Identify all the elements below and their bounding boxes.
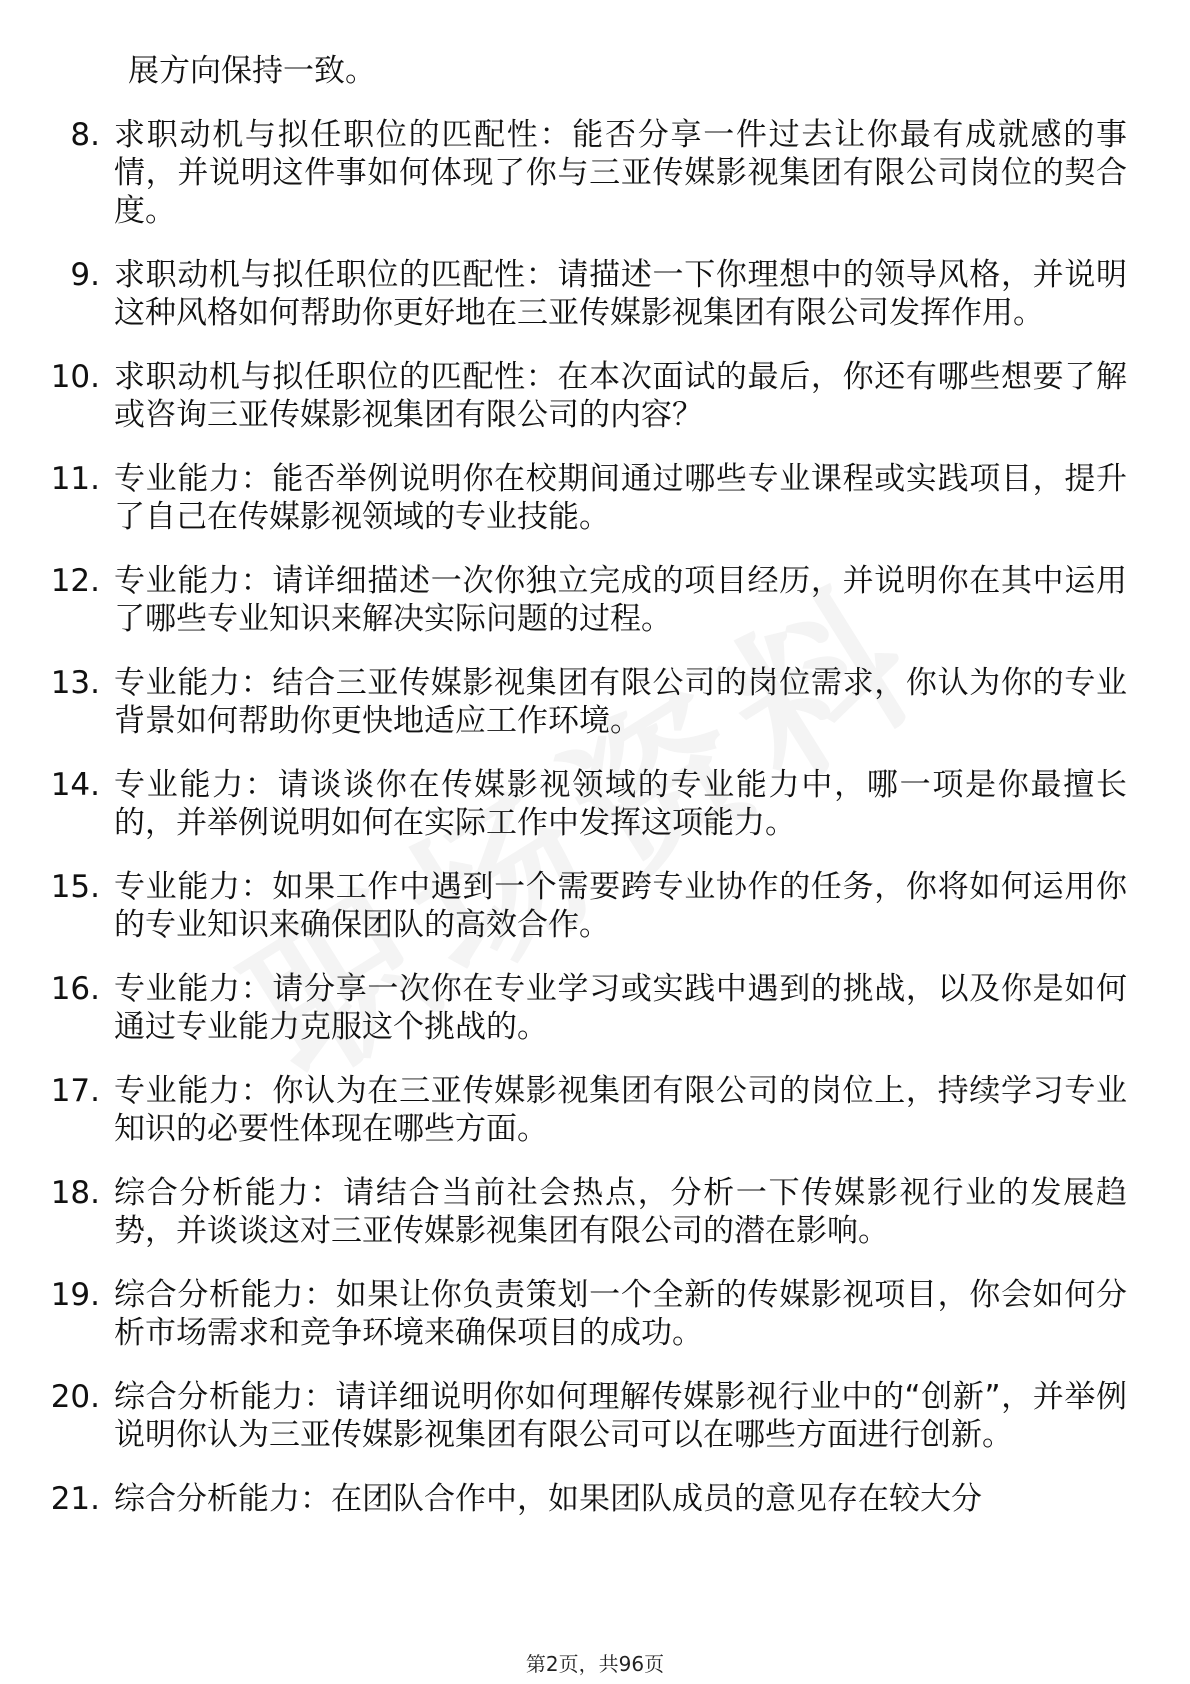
question-number: 21. [50,1481,100,1517]
question-number: 8. [70,117,100,153]
question-number: 12. [50,563,100,599]
question-text: 专业能力：能否举例说明你在校期间通过哪些专业课程或实践项目，提升了自己在传媒影视领域的专业技能。 [114,461,1127,535]
question-number: 9. [70,257,100,293]
question-text: 专业能力：如果工作中遇到一个需要跨专业协作的任务，你将如何运用你的专业知识来确保团队的高效合作。 [114,869,1127,943]
question-text: 综合分析能力：如果让你负责策划一个全新的传媒影视项目，你会如何分析市场需求和竞争环境来确保项目的成功。 [114,1277,1127,1351]
list-item [50,766,1127,842]
question-text: 专业能力：请详细描述一次你独立完成的项目经历，并说明你在其中运用了哪些专业知识来解决实际问题的过程。 [114,563,1127,637]
question-text: 专业能力：请谈谈你在传媒影视领域的专业能力中，哪一项是你最擅长的，并举例说明如何在实际工作中发挥这项能力。 [114,767,1127,841]
question-text: 专业能力：结合三亚传媒影视集团有限公司的岗位需求，你认为你的专业背景如何帮助你更快地适应工作环境。 [114,665,1127,739]
question-number: 14. [50,767,100,803]
page-footer: 第2页，共96页 [525,1652,665,1676]
question-number: 18. [50,1175,100,1211]
question-text: 综合分析能力：在团队合作中，如果团队成员的意见存在较大分 [114,1481,982,1517]
question-number: 15. [50,869,100,905]
page-content [50,52,1127,1544]
question-text: 专业能力：请分享一次你在专业学习或实践中遇到的挑战，以及你是如何通过专业能力克服这个挑战的。 [114,971,1127,1045]
list-item [50,1378,1127,1454]
continued-text: 展方向保持一致。 [128,53,376,89]
question-number: 16. [50,971,100,1007]
list-item [57,116,1127,230]
question-number: 10. [50,359,100,395]
question-text: 求职动机与拟任职位的匹配性：请描述一下你理想中的领导风格，并说明这种风格如何帮助你更好地在三亚传媒影视集团有限公司发挥作用。 [114,257,1127,331]
list-item [57,256,1127,332]
list-item [50,562,1127,638]
question-text: 求职动机与拟任职位的匹配性：在本次面试的最后，你还有哪些想要了解或咨询三亚传媒影视集团有限公司的内容？ [114,359,1127,433]
list-item [50,970,1127,1046]
list-item [50,664,1127,740]
question-number: 13. [50,665,100,701]
question-number: 20. [50,1379,100,1415]
list-item [50,1480,1127,1518]
question-text: 求职动机与拟任职位的匹配性：能否分享一件过去让你最有成就感的事情，并说明这件事如何体现了你与三亚传媒影视集团有限公司岗位的契合度。 [114,117,1127,229]
question-list [50,116,1127,1518]
question-text: 专业能力：你认为在三亚传媒影视集团有限公司的岗位上，持续学习专业知识的必要性体现在哪些方面。 [114,1073,1127,1147]
list-item [50,1072,1127,1148]
list-item [50,460,1127,536]
list-item [50,358,1127,434]
question-number: 19. [50,1277,100,1313]
list-item [50,1174,1127,1250]
list-item [50,868,1127,944]
question-number: 17. [50,1073,100,1109]
question-text: 综合分析能力：请结合当前社会热点，分析一下传媒影视行业的发展趋势，并谈谈这对三亚传媒影视集团有限公司的潜在影响。 [114,1175,1127,1249]
question-text: 综合分析能力：请详细说明你如何理解传媒影视行业中的“创新”，并举例说明你认为三亚传媒影视集团有限公司可以在哪些方面进行创新。 [114,1379,1127,1453]
list-item [50,1276,1127,1352]
question-number: 11. [50,461,100,497]
